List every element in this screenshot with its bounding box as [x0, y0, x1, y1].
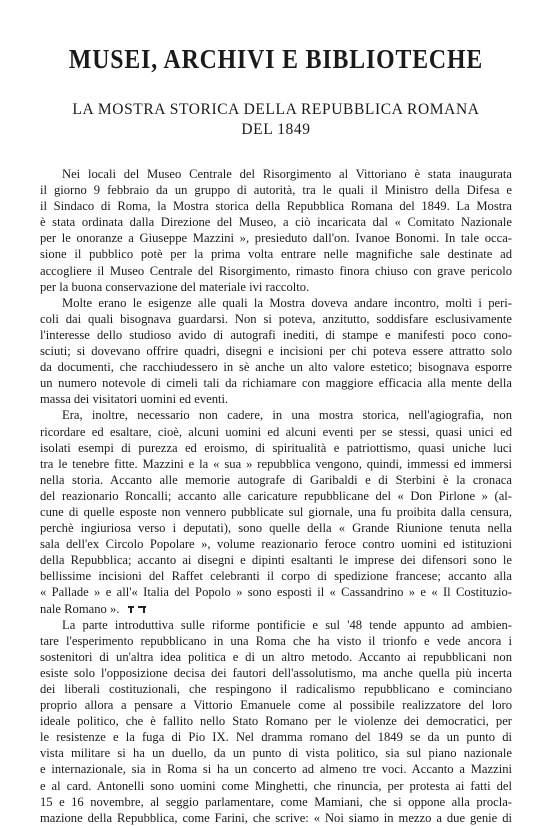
body-line: bellissime incisioni del Raffet celebranti il corpo di spedizione francese; accanto alla — [40, 569, 512, 584]
body-line: accogliere il Museo Centrale del Risorgimento, rimasto finora chiuso con grave pericolo — [40, 263, 512, 278]
body-line: ricordare ed esaltare, cioè, alcuni uomini ed alcuni eventi per se stessi, quasi unici ed — [40, 424, 512, 439]
body-line: tra le tenebre fitte. Mazzini e la « sua » repubblica vengono, quindi, immessi ed immersi — [40, 456, 512, 471]
body-line: un numero notevole di cimeli tali da richiamare con maggiore efficacia alla mente della — [40, 376, 512, 391]
body-line: massa dei visitatori uomini ed eventi. — [40, 392, 229, 407]
body-line: ideale politico, che è fallito nello Stato Romano per le violenze dei democratici, per — [40, 714, 512, 729]
body-line: l'interesse dello studioso avido di autografi inediti, di stampe e manifesti poco cono- — [40, 327, 512, 342]
body-line: tare l'esperimento repubblicano in una Roma che ha visto il trionfo e vede ancora i — [40, 633, 512, 648]
body-line: isolati esempi di purezza ed eroismo, di spiritualità e patriottismo, quasi uniche luci — [40, 440, 512, 455]
body-line: vista militare si ha un duello, da un punto di vista politico, sia sul piano nazionale — [40, 746, 512, 761]
body-line: dei liberali costituzionali, che respingono il radicalismo repubblicano e cominciano — [40, 682, 512, 696]
body-line: La parte introduttiva sulle riforme pontificie e sul '48 tende appunto ad ambien- — [62, 617, 512, 632]
body-line: per le onoranze a Giuseppe Mazzini », presieduto dall'on. Ivanoe Bonomi. In tale occa- — [40, 231, 512, 246]
article-title — [40, 100, 512, 140]
section-title: MUSEI, ARCHIVI E BIBLIOTECHE — [68, 44, 484, 74]
body-line: e al card. Antonelli sono uomini come Minghetti, che rinuncia, per protesta ai fatti del — [40, 778, 512, 793]
print-mark-icon — [127, 605, 149, 614]
body-line: Era, inoltre, necessario non cadere, in una mostra storica, nell'agiografia, non — [62, 408, 512, 423]
body-line: proprio allora a pensare a Vittorio Emanuele come al possibile realizzatore del loro — [40, 698, 512, 713]
body-line: per la buona conservazione del materiale ivi raccolto. — [40, 279, 310, 294]
body-line: « Pallade » e all'« Italia del Popolo » sono esposti il « Cassandrino » e « Il Costituzio- — [40, 585, 512, 600]
body-line: il Sindaco di Roma, la Mostra storica della Repubblica Romana del 1849. La Mostra — [40, 199, 512, 214]
article-title-line-2: DEL 1849 — [241, 121, 311, 138]
body-line: sostenitori di un'altra idea politica e di un altro metodo. Accanto ai repubblicani non — [40, 649, 512, 664]
body-line: sala dell'ex Circolo Popolare », volume reazionario feroce contro uomini ed istituzioni — [40, 537, 512, 552]
body-line: del reazionario Roncalli; accanto alle caricature repubblicane del « Don Pirlone » (al- — [40, 488, 512, 503]
body-line: le resistenze e la fuga di Pio IX. Nel dramma romano del 1849 se da un punto di — [40, 730, 512, 745]
body-line: e internazionale, sia in Roma si ha un concerto ad almeno tre voci. Accanto a Mazzini — [40, 762, 512, 777]
body-line-text: nale Romano ». — [40, 601, 120, 616]
body-line: coli dai quali bisognava guardarsi. Non si poteva, anzitutto, soddisfare esclusivamente — [40, 311, 512, 326]
body-line: sione il pubblico potè per la prima volta entrare nelle magnifiche sale destinate ad — [40, 247, 512, 262]
body-line: cune di quelle esposte non vennero pubblicate sul giornale, una fu proibita dalla censura, — [40, 504, 512, 519]
body-line: esiste solo l'opposizione decisa dei fautori dell'assolutismo, ma anche quella più incerta — [40, 665, 512, 680]
body-line-with-mark — [40, 601, 512, 617]
body-line: Nei locali del Museo Centrale del Risorgimento al Vittoriano è stata inaugurata — [62, 167, 512, 181]
body-line: mazione della Repubblica, come Farini, che scrive: « Noi siamo in mezzo a due genie di — [40, 810, 512, 825]
article-body — [40, 166, 512, 826]
body-line: il giorno 9 febbraio da un gruppo di autorità, tra le quali il Ministro della Difesa e — [40, 183, 512, 198]
article-title-line-1: LA MOSTRA STORICA DELLA REPUBBLICA ROMANA — [72, 101, 480, 118]
body-line: Molte erano le esigenze alle quali la Mostra doveva andare incontro, molti i peri- — [62, 295, 512, 310]
body-line: della Repubblica; accanto ai disegni e dipinti esaltanti le imprese dei difensori sono le — [40, 553, 512, 568]
body-line: da documenti, che racchiudessero in sè anche un alto valore estetico; bisognava esporre — [40, 360, 512, 375]
body-line: 15 e 16 novembre, al seggio parlamentare, come Mamiani, che si oppone alla procla- — [40, 794, 512, 809]
body-line: perchè ingiuriosa verso i deputati), sono quelle della « Grande Riunione tenuta nella — [40, 521, 512, 536]
body-line: nella storia. Accanto alle memorie autografe di Garibaldi e di Sterbini è la cronaca — [40, 472, 512, 487]
body-line: sciuti; si dovevano offrire quadri, disegni e incisioni per chi poteva essere attratto solo — [40, 344, 512, 359]
body-line: è stata ordinata dalla Direzione del Museo, a ciò incaricata dal « Comitato Nazionale — [40, 215, 512, 230]
